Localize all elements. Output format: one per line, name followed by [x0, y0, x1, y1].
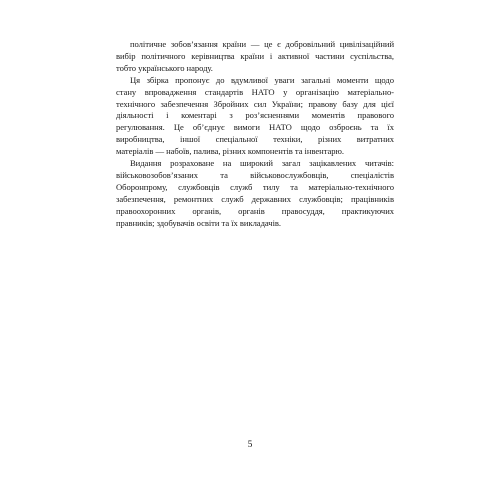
text-line: Ця збірка пропонує до вдумливої уваги загальні моменти щодо [130, 74, 394, 85]
text-line: регулювання. Це об’єднує вимоги НАТО щодо озброєнь та їх [116, 122, 394, 133]
text-line: матеріалів — набоїв, палива, різних компонентів та інвентарю. [116, 146, 345, 157]
text-line: політичне зобов’язання країни — це є добровільний цивілізаційний [130, 39, 394, 49]
text-line: виробництва, іншої спеціальної техніки, різних витратних [116, 134, 394, 145]
text-line: Видання розраховане на широкий загал зацікавлених читачів: [130, 158, 394, 169]
paragraph-collection-purpose [116, 75, 394, 158]
page-number: 5 [247, 440, 253, 450]
body-text [116, 39, 394, 230]
paragraph-target-audience [116, 158, 394, 229]
text-line: військовозобов’язаних та військовослужбовців, спеціалістів [116, 169, 394, 180]
text-line: Оборонпрому, службовців служб тилу та матеріально-технічного [116, 181, 394, 192]
text-line: забезпечення, ремонтних служб державних службовців; працівників [116, 193, 394, 204]
text-line: діяльності і коментарі з роз’ясненнями моментів правового [116, 110, 394, 121]
text-line: технічного забезпечення Збройних сил України; правову базу для цієї [116, 98, 394, 109]
text-line: стану впровадження стандартів НАТО у організацію матеріально- [116, 86, 394, 97]
paragraph-intro-continued [116, 39, 394, 75]
text-line: правоохоронних органів, органів правосуддя, практикуючих [116, 205, 394, 216]
text-line: тобто українського народу. [116, 62, 213, 73]
text-line: правників; здобувачів освіти та їх викладачів. [116, 217, 282, 228]
text-line: вибір політичного керівництва країни і активної частини суспільства, [116, 50, 394, 61]
